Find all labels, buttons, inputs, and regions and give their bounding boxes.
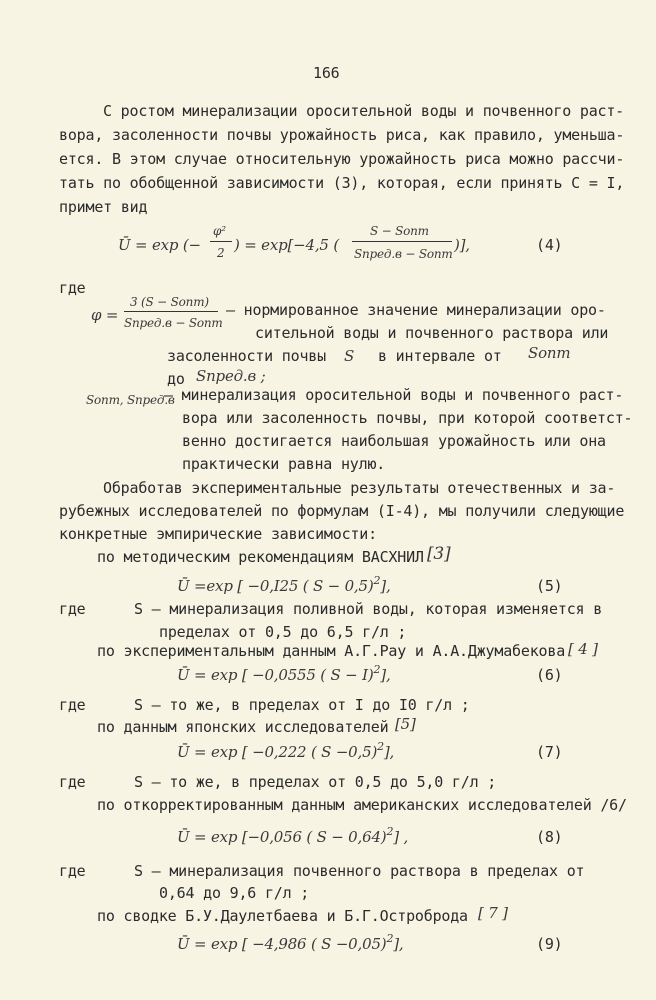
formula-7-number: (7) — [536, 743, 563, 761]
where-label: где — [59, 279, 86, 297]
processing-line-3: конкретные эмпирические зависимости: — [59, 525, 377, 543]
formula-4-lhs: Ū = exp (− — [118, 236, 201, 254]
intro-line-4: тать по обобщенной зависимости (3), которая, если принять C = I, — [59, 174, 625, 192]
s-desc-3: венно достигается наибольшая урожайность или она — [182, 432, 606, 450]
phi-s-pred: Sпред.в ; — [196, 367, 266, 385]
formula-6-number: (6) — [536, 666, 563, 684]
s-desc-1: – минерализация оросительной воды и почвенного раст- — [164, 386, 624, 404]
source-6: по экспериментальным данным А.Г.Рау и А.А.Джумабекова — [97, 642, 566, 660]
phi-desc-4: в интервале от — [378, 347, 502, 365]
phi-desc-1: – нормированное значение минерализации оро- — [226, 301, 606, 319]
formula-4-bar — [352, 241, 452, 242]
formula-4-tail: )], — [454, 236, 470, 254]
w5-line-2: пределах от 0,5 до 6,5 г/л ; — [159, 623, 407, 641]
intro-line-1: С ростом минерализации оросительной воды и почвенного раст- — [103, 102, 625, 120]
processing-line-2: рубежных исследователей по формулам (I-4), мы получили следующие — [59, 502, 625, 520]
processing-line-1: Обработав экспериментальные результаты отечественных и за- — [103, 479, 616, 497]
formula-8-number: (8) — [536, 828, 563, 846]
formula-6: Ū = exp [ −0,0555 ( S − I)$^2$], — [177, 663, 391, 684]
where-8: где — [59, 862, 86, 880]
phi-num: 3 (S − Sопт) — [130, 295, 209, 309]
where-7: где — [59, 773, 86, 791]
reference-3: [3] — [427, 544, 451, 564]
phi-den: Sпред.в − Sопт — [124, 316, 223, 330]
w5-line-1: S – минерализация поливной воды, которая изменяется в — [134, 600, 603, 618]
w7-line: S – то же, в пределах от 0,5 до 5,0 г/л ; — [134, 773, 497, 791]
formula-4-den: Sпред.в − Sопт — [354, 247, 453, 261]
phi-desc-2: сительной воды и почвенного раствора или — [255, 324, 609, 342]
w6-line: S – то же, в пределах от I до I0 г/л ; — [134, 696, 470, 714]
formula-4-num: S − Sопт — [370, 224, 429, 238]
formula-8: Ū = exp [−0,056 ( S − 0,64)$^2$] , — [177, 825, 409, 846]
formula-9-number: (9) — [536, 935, 563, 953]
w8-line-2: 0,64 до 9,6 г/л ; — [159, 884, 310, 902]
formula-9: Ū = exp [ −4,986 ( S −0,05)$^2$], — [177, 932, 404, 953]
phi-bar — [124, 311, 218, 312]
intro-line-5: примет вид — [59, 198, 148, 216]
s-desc-4: практически равна нулю. — [182, 455, 386, 473]
formula-4-phi: φ² — [213, 224, 226, 238]
phi-lhs: φ = — [91, 306, 119, 324]
formula-4-two: 2 — [217, 246, 225, 260]
source-8: по откорректированным данным американских исследователей /6/ — [97, 796, 627, 814]
source-9: по сводке Б.У.Даулетбаева и Б.Г.Остроброда — [97, 907, 468, 925]
formula-5: Ū =exp [ −0,I25 ( S − 0,5)$^2$], — [177, 574, 391, 595]
reference-5: [5] — [395, 715, 416, 733]
reference-4: [ 4 ] — [568, 640, 598, 658]
phi-s-opt: Sопт — [528, 344, 571, 362]
formula-4-number: (4) — [536, 236, 563, 254]
reference-7: [ 7 ] — [478, 904, 508, 922]
formula-7: Ū = exp [ −0,222 ( S −0,5)$^2$], — [177, 740, 395, 761]
formula-5-number: (5) — [536, 577, 563, 595]
phi-desc-3: засоленности почвы — [167, 347, 326, 365]
w8-line-1: S – минерализация почвенного раствора в пределах от — [134, 862, 585, 880]
intro-line-2: вора, засоленности почвы урожайность риса, как правило, уменьша- — [59, 126, 625, 144]
formula-4-mid: ) = exp[−4,5 ( — [234, 236, 339, 254]
phi-s: S — [344, 347, 355, 365]
page-number: 166 — [313, 64, 340, 82]
formula-4-phi-bar — [210, 241, 232, 242]
s-desc-2: вора или засоленность почвы, при которой соответст- — [182, 409, 633, 427]
processing-line-4: по методическим рекомендациям ВАСХНИЛ — [97, 548, 424, 566]
where-6: где — [59, 696, 86, 714]
s-symbols: Sопт, Sпред.в — [86, 393, 175, 407]
intro-line-3: ется. В этом случае относительную урожайность риса можно рассчи- — [59, 150, 625, 168]
phi-desc-5: до — [167, 370, 185, 388]
source-7: по данным японских исследователей — [97, 718, 389, 736]
where-5: где — [59, 600, 86, 618]
